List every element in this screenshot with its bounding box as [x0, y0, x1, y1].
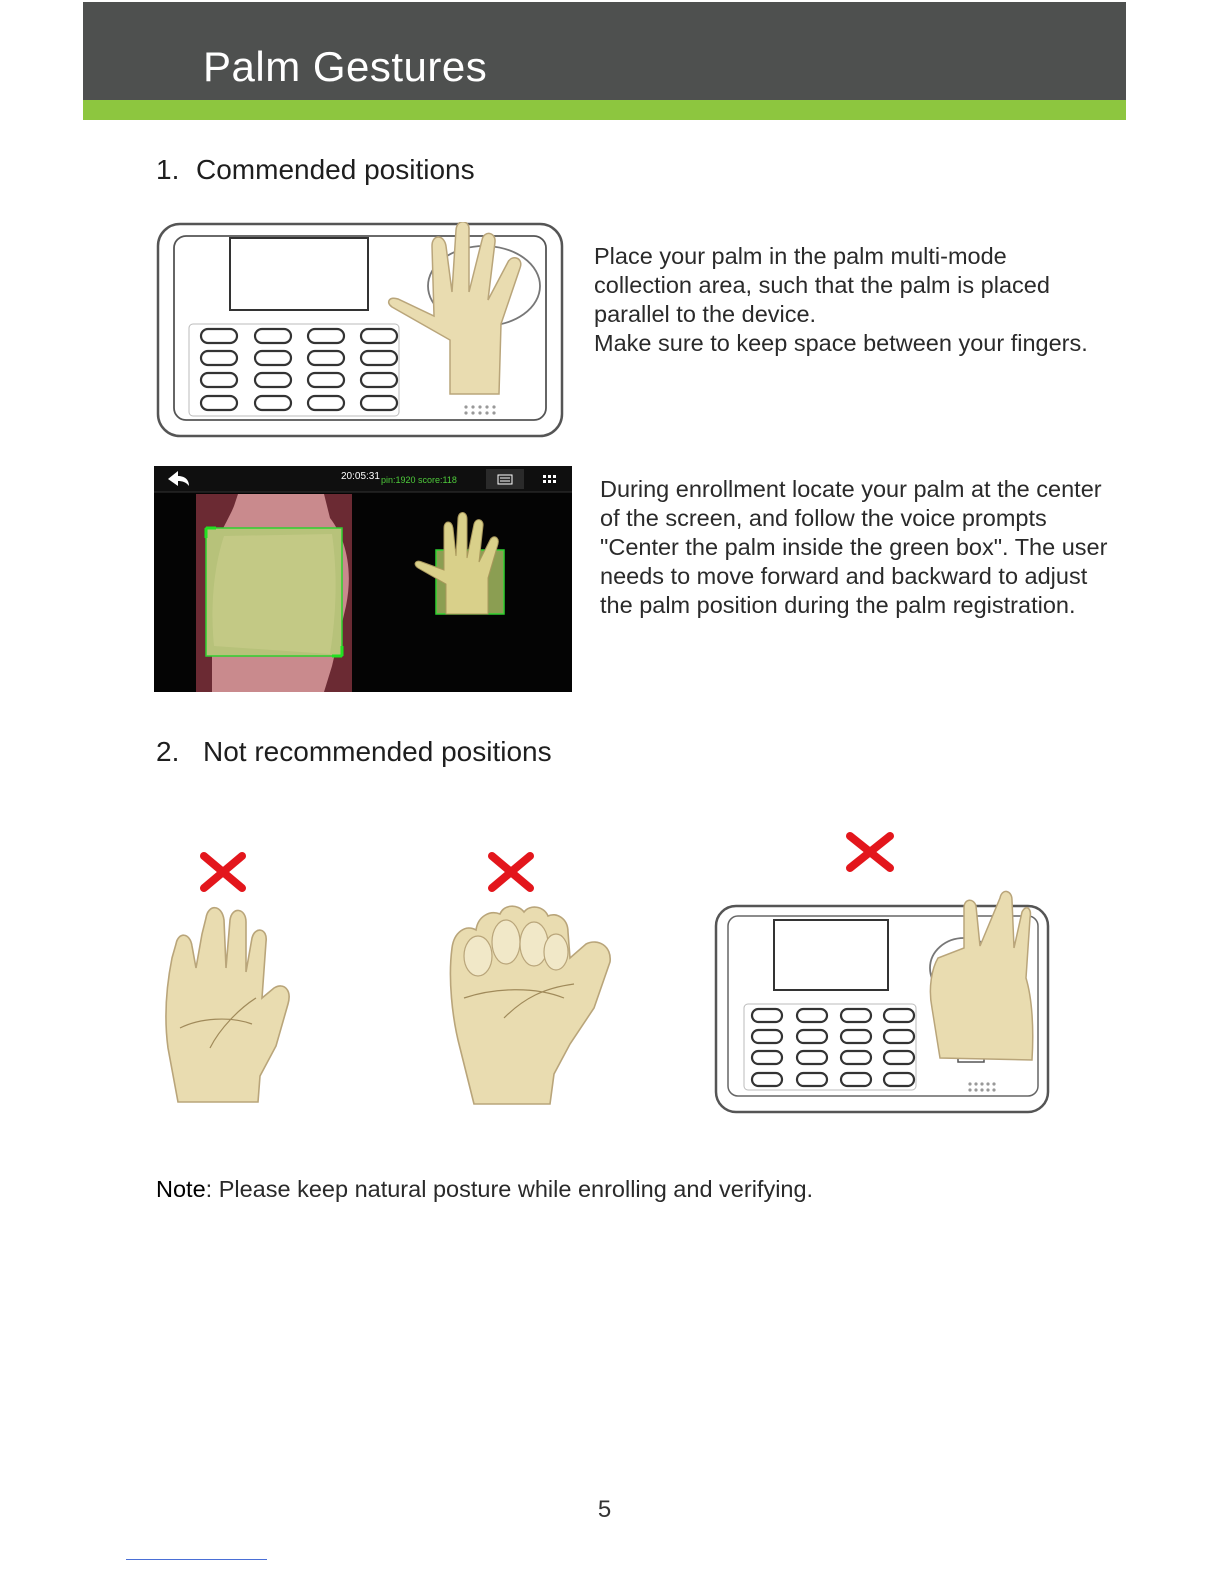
paragraph-line: of the screen, and follow the voice prompts [600, 505, 1047, 531]
paragraph-line: Make sure to keep space between your fingers. [594, 330, 1088, 356]
red-cross-icon [850, 836, 890, 868]
paragraph-line: During enrollment locate your palm at the center [600, 476, 1102, 502]
bent-fingers-hand-illustration [444, 848, 624, 1108]
paragraph-line: the palm position during the palm registration. [600, 592, 1076, 618]
paragraph-line: parallel to the device. [594, 301, 817, 327]
screen-time: 20:05:31 [341, 471, 380, 482]
paragraph-line: Place your palm in the palm multi-mode [594, 243, 1007, 269]
page-header [83, 2, 1126, 100]
paragraph-placement [594, 242, 1088, 358]
section-1-heading [156, 156, 475, 184]
paragraph-line: "Center the palm inside the green box". The user [600, 534, 1108, 560]
section-1-title: Commended positions [196, 154, 475, 185]
page-title: Palm Gestures [203, 43, 488, 90]
closed-fingers-hand-illustration [160, 848, 300, 1108]
note-text [156, 1176, 813, 1203]
tilted-hand-device-illustration [714, 828, 1052, 1118]
note-label: Note [156, 1176, 206, 1202]
section-2-title: Not recommended positions [203, 736, 552, 767]
device-with-palm-illustration [156, 222, 566, 440]
paragraph-line: needs to move forward and backward to adjust [600, 563, 1088, 589]
footer-divider [126, 1559, 267, 1560]
page-number: 5 [597, 1496, 612, 1523]
note-body: : Please keep natural posture while enrolling and verifying. [205, 1176, 814, 1202]
header-accent-bar [83, 100, 1126, 120]
paragraph-line: collection area, such that the palm is placed [594, 272, 1050, 298]
red-cross-icon [492, 856, 530, 888]
section-1-number: 1. [156, 154, 180, 185]
red-cross-icon [204, 856, 242, 888]
section-2-number: 2. [156, 736, 180, 767]
enrollment-screen-screenshot [154, 466, 572, 692]
screen-status: pin:1920 score:118 [381, 475, 457, 485]
section-2-heading [156, 738, 552, 766]
paragraph-enrollment [600, 475, 1107, 620]
